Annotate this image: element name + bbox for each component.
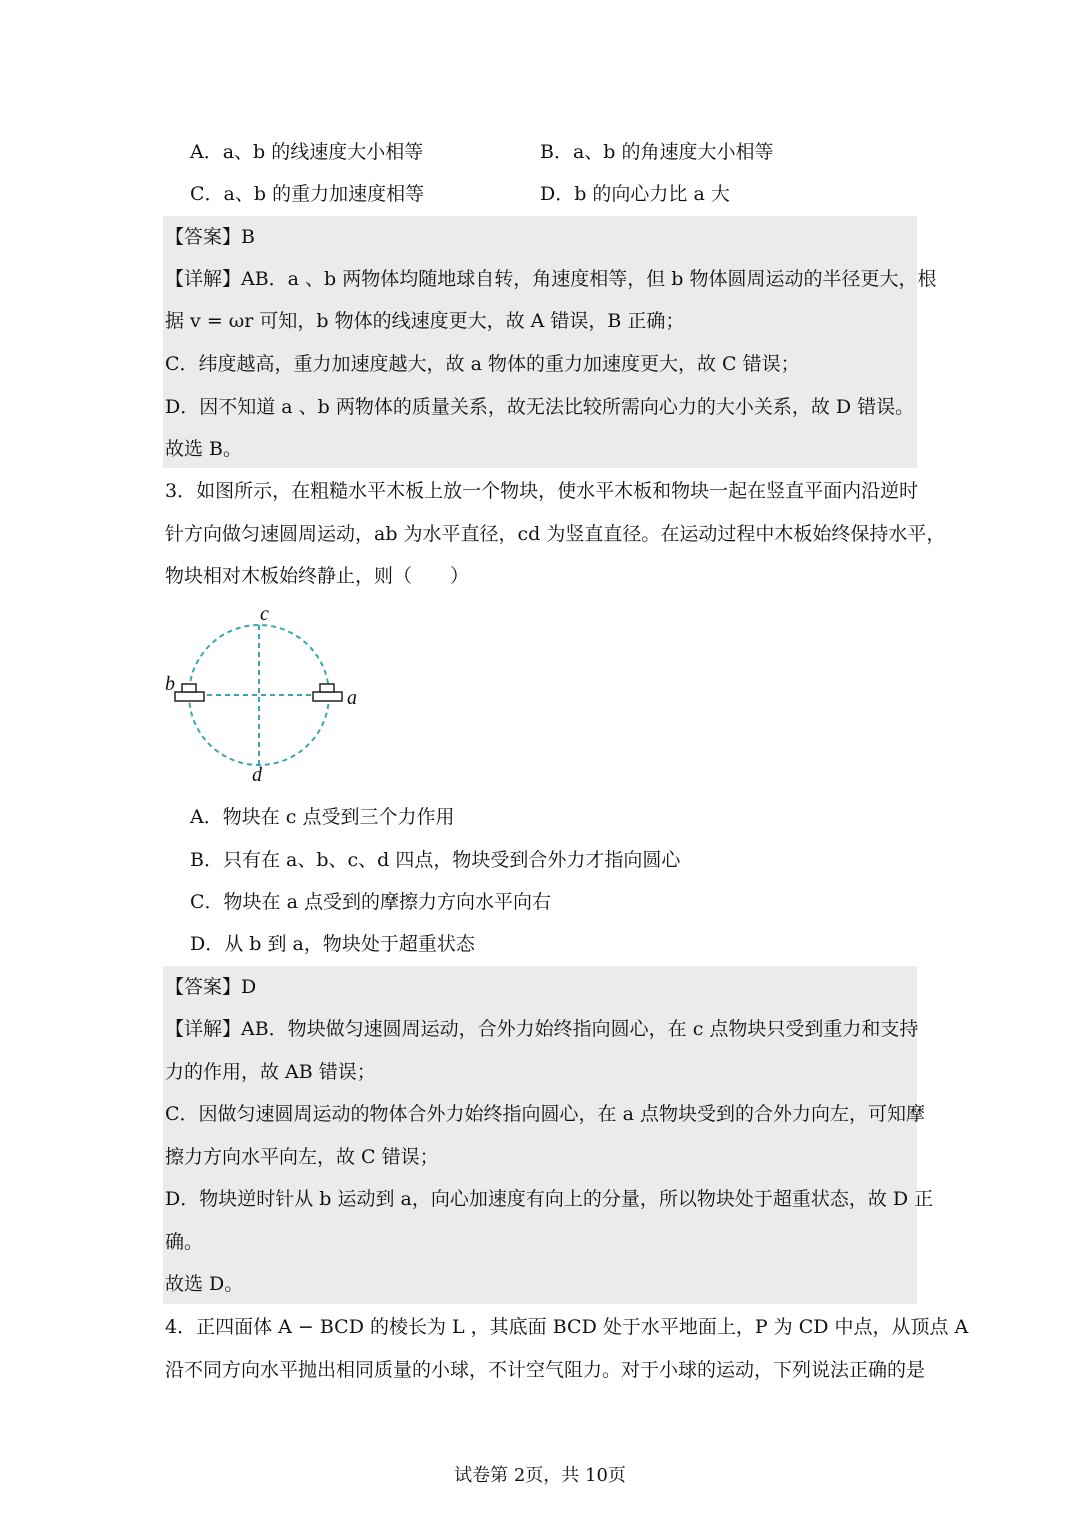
q2-answer: 【答案】B	[165, 226, 255, 248]
q3-stem-line-1: 3．如图所示，在粗糙水平木板上放一个物块，使水平木板和物块一起在竖直平面内沿逆时	[165, 480, 919, 502]
board-b	[175, 692, 204, 701]
q2-option-c: C．a、b 的重力加速度相等	[190, 183, 425, 205]
q3-stem-line-3: 物块相对木板始终静止，则（ ）	[165, 565, 470, 587]
q2-explain-line-4: D．因不知道 a 、b 两物体的质量关系，故无法比较所需向心力的大小关系，故 D 错误。	[165, 396, 915, 418]
q2-explain-line-1: 【详解】AB．a 、b 两物体均随地球自转，角速度相等，但 b 物体圆周运动的半径更大，根	[165, 268, 937, 290]
label-b: b	[165, 673, 175, 695]
page-footer: 试卷第 2页，共 10页	[454, 1465, 626, 1486]
q3-option-c: C．物块在 a 点受到的摩擦力方向水平向右	[190, 891, 551, 913]
circle-diagram	[160, 600, 380, 790]
q3-explain-line-6: 确。	[165, 1231, 204, 1253]
label-a: a	[347, 687, 357, 709]
q3-explain-line-5: D．物块逆时针从 b 运动到 a，向心加速度有向上的分量，所以物块处于超重状态，故 D 正	[165, 1188, 934, 1210]
q3-option-a: A．物块在 c 点受到三个力作用	[190, 806, 455, 828]
q2-explain-line-5: 故选 B。	[165, 438, 243, 460]
q3-explain-line-7: 故选 D。	[165, 1273, 244, 1295]
q4-stem-line-1: 4．正四面体 A − BCD 的棱长为 L ，其底面 BCD 处于水平地面上，P 为 CD 中点，从顶点 A	[165, 1316, 969, 1338]
board-a	[313, 692, 342, 701]
block-a	[320, 684, 334, 692]
q3-explain-line-3: C．因做匀速圆周运动的物体合外力始终指向圆心，在 a 点物块受到的合外力向左，可知摩	[165, 1103, 925, 1125]
q3-explain-line-2: 力的作用，故 AB 错误；	[165, 1061, 376, 1083]
label-c: c	[260, 603, 269, 625]
q2-explain-line-2: 据 v = ωr 可知，b 物体的线速度更大，故 A 错误，B 正确；	[165, 310, 685, 332]
q2-answer-block	[163, 216, 917, 468]
q3-explain-line-1: 【详解】AB．物块做匀速圆周运动，合外力始终指向圆心，在 c 点物块只受到重力和支持	[165, 1018, 919, 1040]
q3-answer: 【答案】D	[165, 976, 257, 998]
q2-option-a: A．a、b 的线速度大小相等	[190, 141, 424, 163]
q2-option-d: D．b 的向心力比 a 大	[540, 183, 730, 205]
q3-option-d: D．从 b 到 a，物块处于超重状态	[190, 933, 475, 955]
q4-stem-line-2: 沿不同方向水平抛出相同质量的小球，不计空气阻力。对于小球的运动，下列说法正确的是	[165, 1359, 926, 1381]
label-d: d	[252, 764, 262, 786]
q3-option-b: B．只有在 a、b、c、d 四点，物块受到合外力才指向圆心	[190, 849, 681, 871]
q2-option-b: B．a、b 的角速度大小相等	[540, 141, 774, 163]
q3-explain-line-4: 擦力方向水平向左，故 C 错误；	[165, 1146, 439, 1168]
q3-stem-line-2: 针方向做匀速圆周运动，ab 为水平直径，cd 为竖直直径。在运动过程中木板始终保持水平，	[165, 523, 946, 545]
block-b	[182, 684, 196, 692]
q2-explain-line-3: C．纬度越高，重力加速度越大，故 a 物体的重力加速度更大，故 C 错误；	[165, 353, 800, 375]
